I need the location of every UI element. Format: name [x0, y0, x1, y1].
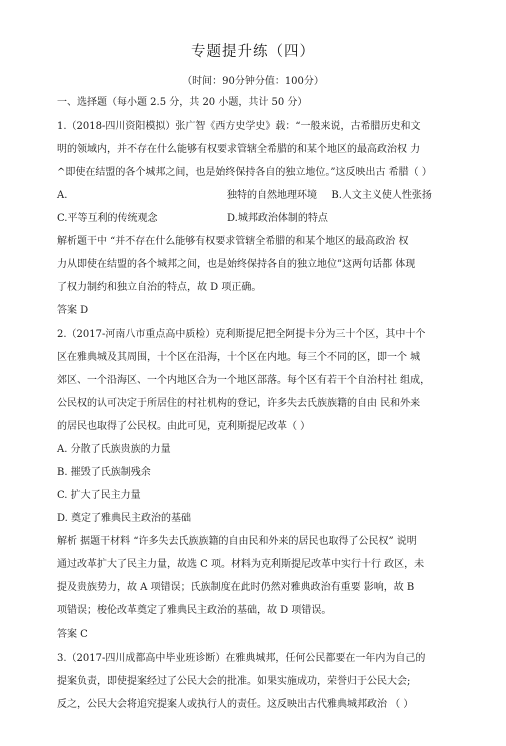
q1-analysis-line-1: 解析题干中 “并不存在什么能够有权要求管辖全希腊的和某个地区的最高政治 权	[57, 236, 409, 247]
q2-option-c: C. 扩大了民主力量	[57, 490, 141, 501]
q3-stem-line-2: 提案负责，即使提案经过了公民大会的批准。如果实施成功，荣誉归于公民大会;	[57, 676, 411, 687]
q1-stem-line-1: 1.（2018-四川资阳模拟）张广智《西方史学史》载：“一般来说，古希腊历史和文	[57, 121, 421, 132]
q2-answer: 答案 C	[57, 629, 88, 640]
q3-stem-line-3: 反之，公民大会将追究提案人或执行人的责任。这反映出古代雅典城邦政治 （ ）	[57, 699, 414, 710]
q1-option-a-label: A.	[57, 190, 68, 201]
q3-stem-line-1: 3.（2017-四川成都高中毕业班诊断）在雅典城邦，任何公民都要在一年内为自己的	[57, 653, 426, 664]
q2-option-a: A. 分散了氏族贵族的力量	[57, 444, 171, 455]
q2-stem-line-2: 区在雅典城及其周围，十个区在沿海，十个区在内地。每三个不同的区，即一个 城	[57, 352, 421, 363]
q2-option-b: B. 摧毁了氏族制残余	[57, 467, 151, 478]
q2-analysis-line-4: 项错误；梭伦改革奠定了雅典民主政治的基础，故 D 项错误。	[57, 605, 332, 616]
q2-stem-line-4: 公民权的认可决定于所居住的村社机构的登记，许多失去氏族族籍的自由 民和外来	[57, 398, 421, 409]
q2-option-d: D. 奠定了雅典民主政治的基础	[57, 513, 192, 524]
q1-option-d: D.城邦政治体制的特点	[227, 213, 328, 224]
q1-option-a-text: 独特的自然地理环境	[227, 190, 317, 201]
q1-option-b: B.人文主义使人性张扬	[331, 190, 432, 201]
page-title: 专题提升练（四）	[191, 44, 315, 60]
section-heading: 一、选择题（每小题 2.5 分，共 20 小题，共计 50 分）	[57, 97, 308, 108]
q1-answer: 答案 D	[57, 305, 89, 316]
q1-stem-line-2: 明的领域内，并不存在什么能够有权要求管辖全希腊的和某个地区的最高政治权 力	[57, 144, 421, 155]
q2-stem-line-5: 的居民也取得了公民权。由此可见，克利斯提尼改革（ ）	[57, 421, 311, 432]
q2-stem-line-3: 郊区、一个沿海区、一个内地区合为一个地区部落。每个区有若干个自治村社 组成，	[57, 375, 431, 386]
q1-analysis-line-2: 力从即使在结盟的各个城邦之间，也是始终保持各自的独立地位”这两句话都 体现	[57, 259, 416, 270]
q2-stem-line-1: 2.（2017-河南八市重点高中质检）克利斯提尼把全阿提卡分为三十个区，其中十个	[57, 329, 426, 340]
q1-analysis-line-3: 了权力制约和独立自治的特点，故 D 项正确。	[57, 282, 262, 293]
q1-option-c: C.平等互利的传统观念	[57, 213, 158, 224]
q1-stem-line-3: ^即使在结盟的各个城邦之间，也是始终保持各自的独立地位。”这反映出古 希腊（ ）	[57, 167, 432, 178]
q2-analysis-line-1: 解析 据题干材料 “许多失去氏族族籍的自由民和外来的居民也取得了公民权” 说明	[57, 536, 417, 547]
q2-analysis-line-2: 通过改革扩大了民主力量，故选 C 项。材料为克利斯提尼改革中实行十行 政区，未	[57, 559, 425, 570]
page-subtitle: （时间：90分钟分值：100分）	[182, 76, 324, 87]
q2-analysis-line-3: 提及贵族势力，故 A 项错误；氏族制度在此时仍然对雅典政治有重要 影响，故 B	[57, 582, 415, 593]
